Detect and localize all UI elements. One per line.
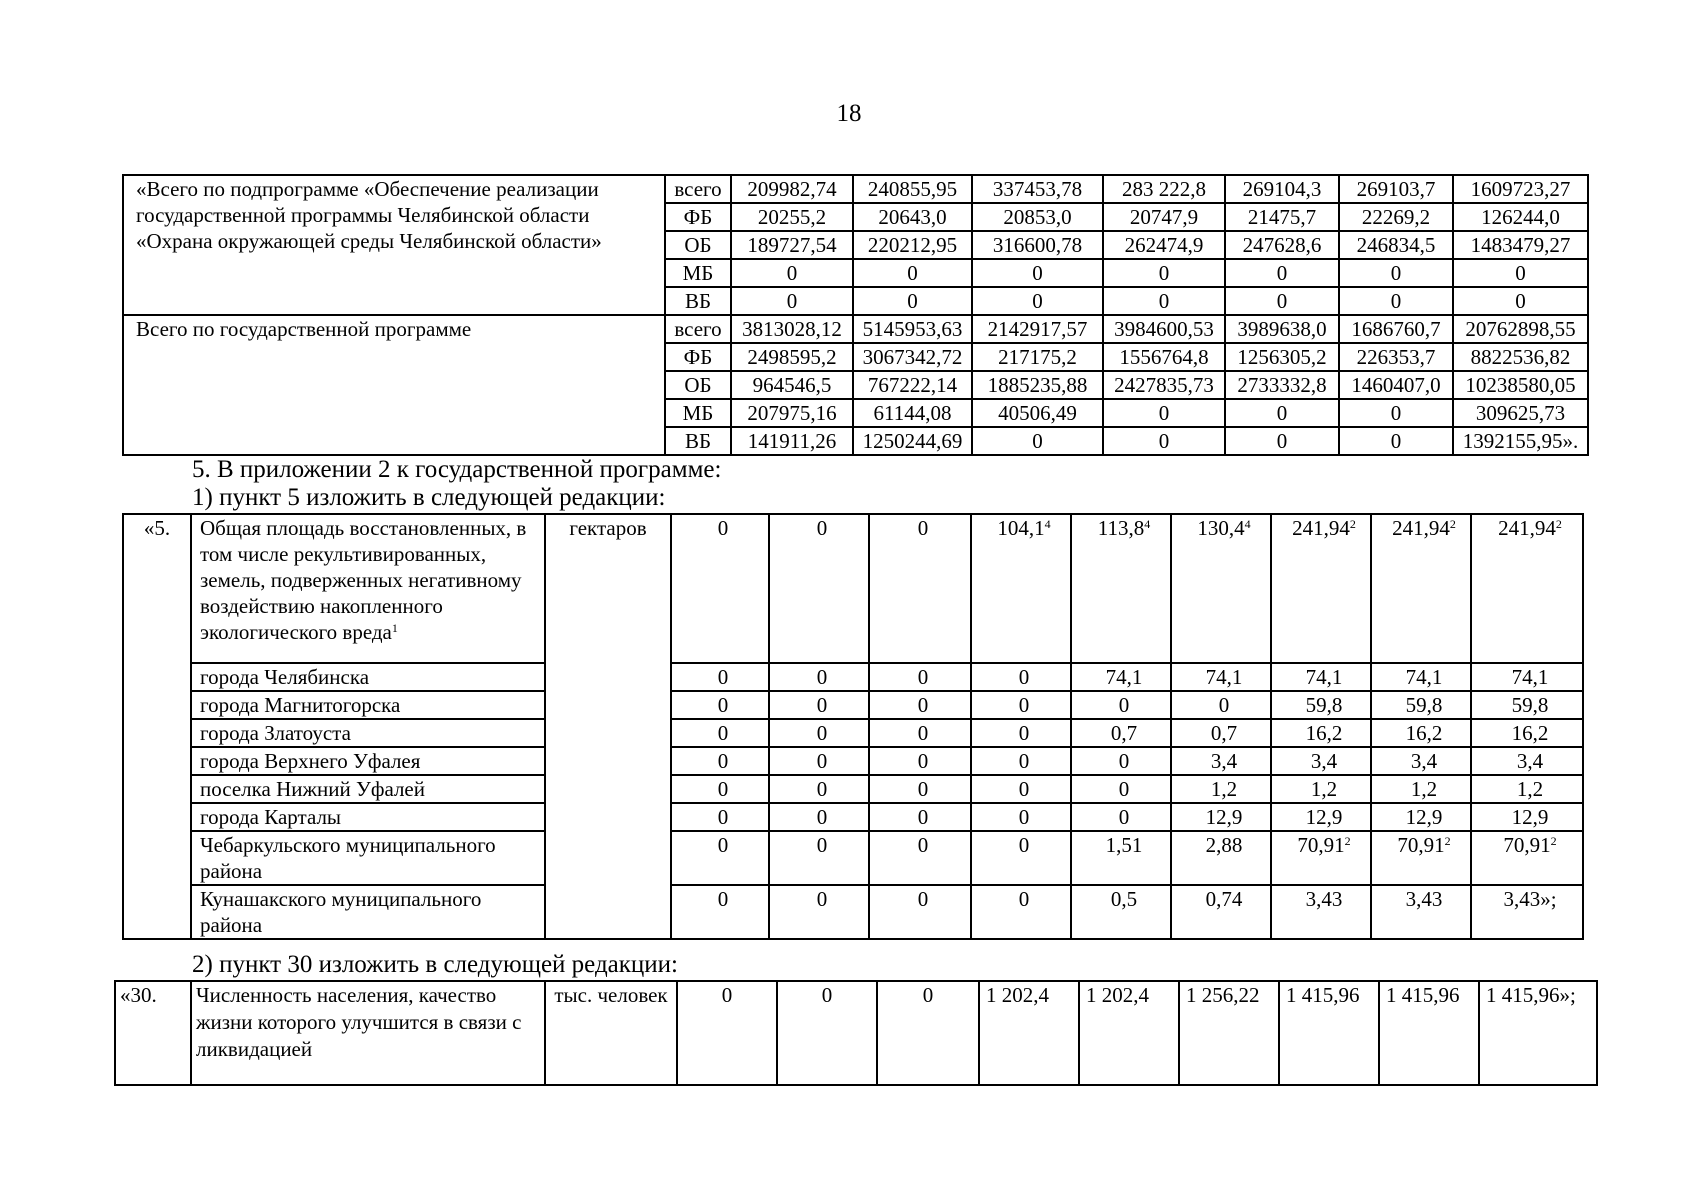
territory-value (769, 691, 869, 719)
territory-value-value: 2,88 (1205, 833, 1243, 857)
territory-value-value: 70,91 (1397, 833, 1445, 857)
funding-value: 20747,9 (1103, 203, 1225, 231)
indicator-value (1471, 514, 1583, 663)
territory-value-value: 3,4 (1410, 749, 1438, 773)
funding-value: 8822536,82 (1453, 343, 1588, 371)
territory-value (1171, 885, 1271, 939)
territory-value-value: 0 (1118, 693, 1130, 717)
territory-value-value: 16,2 (1305, 721, 1343, 745)
funding-value: 262474,9 (1103, 231, 1225, 259)
territory-value-value: 0 (917, 777, 929, 801)
territory-value (671, 691, 769, 719)
territory-value-value: 12,9 (1405, 805, 1443, 829)
territory-row (123, 747, 1583, 775)
territory-value-value: 1,51 (1105, 833, 1143, 857)
territory-value (869, 691, 971, 719)
funding-value: 2142917,57 (972, 315, 1103, 343)
indicator-value-footnote: 2 (1449, 517, 1456, 531)
territory-value-value: 0 (1018, 887, 1030, 911)
funding-value: 1556764,8 (1103, 343, 1225, 371)
funding-value: 0 (1103, 259, 1225, 287)
territory-value (1071, 747, 1171, 775)
item-1-heading: 1) пункт 5 изложить в следующей редакции: (192, 484, 666, 511)
funding-value: 0 (1103, 287, 1225, 315)
territory-value-value: 0 (717, 749, 729, 773)
territory-value (971, 719, 1071, 747)
indicator-value (971, 514, 1071, 663)
territory-value-value: 0 (917, 805, 929, 829)
funding-value: 283 222,8 (1103, 175, 1225, 203)
funding-value: 1609723,27 (1453, 175, 1588, 203)
funding-value: 269104,3 (1225, 175, 1339, 203)
indicator-30-value: 1 415,96 (1279, 981, 1379, 1085)
indicator-value-value: 0 (917, 516, 929, 540)
territory-row (123, 831, 1583, 885)
territory-value-value: 1,2 (1516, 777, 1544, 801)
funding-value: 1460407,0 (1339, 371, 1453, 399)
territory-value-value: 70,91 (1503, 833, 1551, 857)
territory-value (869, 775, 971, 803)
territory-value-value: 0 (717, 805, 729, 829)
territory-value (1271, 719, 1371, 747)
territory-value (971, 691, 1071, 719)
funding-source-code: ФБ (665, 203, 731, 231)
territory-value-value: 12,9 (1205, 805, 1243, 829)
indicator-value (1171, 514, 1271, 663)
indicator-name-footnote: 1 (391, 621, 398, 635)
funding-source-code: ОБ (665, 371, 731, 399)
territory-value (1071, 663, 1171, 691)
funding-value: 226353,7 (1339, 343, 1453, 371)
funding-value: 20255,2 (731, 203, 853, 231)
funding-group-label: «Всего по подпрограмме «Обеспечение реализации государственной программы Челябинской области «Охрана окружающей среды Челябинской области» (123, 175, 665, 315)
territory-value-value: 12,9 (1511, 805, 1549, 829)
indicator-30-table (114, 980, 1598, 1086)
territory-value (869, 719, 971, 747)
funding-value: 2733332,8 (1225, 371, 1339, 399)
territory-value-value: 0 (816, 805, 828, 829)
funding-value: 0 (972, 287, 1103, 315)
territory-value-value: 0,7 (1110, 721, 1138, 745)
funding-value: 20853,0 (972, 203, 1103, 231)
territory-value-value: 0 (1018, 665, 1030, 689)
funding-value: 10238580,05 (1453, 371, 1588, 399)
territory-value (1371, 719, 1471, 747)
territory-value-value: 0 (816, 721, 828, 745)
territory-value (1471, 663, 1583, 691)
territory-value-value: 70,91 (1297, 833, 1345, 857)
indicator-value-footnote: 4 (1244, 517, 1251, 531)
territory-value-value: 3,43 (1305, 887, 1343, 911)
territory-value (1071, 691, 1171, 719)
territory-value-value: 0 (1118, 805, 1130, 829)
territory-value-value: 0 (1018, 805, 1030, 829)
territory-value (971, 775, 1071, 803)
indicator-unit: гектаров (545, 514, 671, 939)
indicator-value-value: 0 (717, 516, 729, 540)
funding-row (123, 175, 1588, 203)
indicator-value-value: 130,4 (1197, 516, 1245, 540)
indicator-30-row (115, 981, 1597, 1085)
funding-value: 20762898,55 (1453, 315, 1588, 343)
territory-value (1171, 691, 1271, 719)
funding-source-code: ФБ (665, 343, 731, 371)
territory-value-value: 0 (816, 665, 828, 689)
funding-value: 21475,7 (1225, 203, 1339, 231)
funding-value: 0 (1339, 427, 1453, 455)
territory-value-value: 3,4 (1310, 749, 1338, 773)
territory-value-value: 0 (717, 887, 729, 911)
funding-value: 247628,6 (1225, 231, 1339, 259)
indicator-value-value: 0 (816, 516, 828, 540)
territory-value (769, 663, 869, 691)
territory-value (671, 775, 769, 803)
indicator-value (671, 514, 769, 663)
territory-row (123, 775, 1583, 803)
territory-value (1371, 691, 1471, 719)
territory-value (1171, 719, 1271, 747)
funding-value: 189727,54 (731, 231, 853, 259)
funding-value: 0 (972, 427, 1103, 455)
funding-value: 2498595,2 (731, 343, 853, 371)
indicator-30-unit: тыс. человек (545, 981, 677, 1085)
funding-value: 141911,26 (731, 427, 853, 455)
funding-source-code: всего (665, 315, 731, 343)
territory-value-value: 0 (1018, 777, 1030, 801)
territory-value-value: 0 (717, 721, 729, 745)
funding-value: 22269,2 (1339, 203, 1453, 231)
funding-value: 0 (853, 287, 972, 315)
territory-value (1271, 831, 1371, 885)
territory-value (671, 831, 769, 885)
funding-value: 767222,14 (853, 371, 972, 399)
section-5-heading: 5. В приложении 2 к государственной программе: (192, 456, 722, 483)
funding-value: 217175,2 (972, 343, 1103, 371)
item-2-heading: 2) пункт 30 изложить в следующей редакции: (192, 951, 678, 978)
funding-value: 126244,0 (1453, 203, 1588, 231)
indicator-value-value: 241,94 (1392, 516, 1450, 540)
funding-value: 309625,73 (1453, 399, 1588, 427)
funding-value: 3067342,72 (853, 343, 972, 371)
territory-value (1171, 831, 1271, 885)
territory-value-value: 3,4 (1516, 749, 1544, 773)
indicator-value-footnote: 2 (1349, 517, 1356, 531)
territory-value (1071, 885, 1171, 939)
indicator-30-value: 1 415,96»; (1479, 981, 1597, 1085)
territory-value-value: 16,2 (1405, 721, 1443, 745)
territory-name: Чебаркульского муниципального района (191, 831, 545, 885)
territory-value (1371, 747, 1471, 775)
funding-value: 0 (1339, 259, 1453, 287)
funding-value: 2427835,73 (1103, 371, 1225, 399)
territory-value-value: 0 (1018, 833, 1030, 857)
territory-value-value: 1,2 (1210, 777, 1238, 801)
indicator-30-value: 0 (777, 981, 877, 1085)
territory-value-value: 0 (816, 749, 828, 773)
territory-value (869, 747, 971, 775)
indicator-30-value: 1 202,4 (1079, 981, 1179, 1085)
territory-value-value: 0 (717, 665, 729, 689)
indicator-30-number: «30. (115, 981, 191, 1085)
funding-value: 337453,78 (972, 175, 1103, 203)
territory-name: города Златоуста (191, 719, 545, 747)
funding-value: 1483479,27 (1453, 231, 1588, 259)
funding-value: 0 (972, 259, 1103, 287)
territory-value (1171, 663, 1271, 691)
territory-name: Кунашакского муниципального района (191, 885, 545, 939)
territory-value-value: 74,1 (1305, 665, 1343, 689)
territory-value (1071, 719, 1171, 747)
indicator-number: «5. (123, 514, 191, 939)
funding-source-code: ВБ (665, 427, 731, 455)
funding-value: 220212,95 (853, 231, 972, 259)
territory-value (1271, 691, 1371, 719)
funding-value: 61144,08 (853, 399, 972, 427)
funding-value: 269103,7 (1339, 175, 1453, 203)
territory-value-value: 0 (816, 777, 828, 801)
territory-value (671, 663, 769, 691)
indicator-value-footnote: 2 (1555, 517, 1562, 531)
territory-value (1471, 831, 1583, 885)
territory-row (123, 691, 1583, 719)
funding-source-code: МБ (665, 259, 731, 287)
indicator-value-value: 104,1 (997, 516, 1045, 540)
territory-value-footnote: 2 (1550, 834, 1557, 848)
territory-value-value: 0 (816, 693, 828, 717)
territory-value (1271, 663, 1371, 691)
territory-value-value: 3,43»; (1503, 887, 1557, 911)
territory-value (869, 885, 971, 939)
territory-value (1171, 747, 1271, 775)
funding-value: 20643,0 (853, 203, 972, 231)
territory-value (1271, 747, 1371, 775)
territory-value-value: 1,2 (1410, 777, 1438, 801)
territory-value-value: 3,4 (1210, 749, 1238, 773)
funding-table (122, 174, 1589, 456)
funding-value: 240855,95 (853, 175, 972, 203)
territory-row (123, 663, 1583, 691)
territory-value (869, 663, 971, 691)
funding-value: 3813028,12 (731, 315, 853, 343)
funding-value: 0 (731, 287, 853, 315)
indicator-value-footnote: 4 (1144, 517, 1151, 531)
territory-value-value: 0 (917, 665, 929, 689)
territory-value (1071, 775, 1171, 803)
funding-source-code: ВБ (665, 287, 731, 315)
indicator-30-value: 0 (677, 981, 777, 1085)
funding-value: 0 (1339, 399, 1453, 427)
funding-value: 0 (1453, 259, 1588, 287)
funding-value: 0 (731, 259, 853, 287)
territory-value (1271, 885, 1371, 939)
territory-value-value: 74,1 (1105, 665, 1143, 689)
funding-row (123, 315, 1588, 343)
indicator-5-table (122, 513, 1584, 940)
indicator-value-value: 241,94 (1292, 516, 1350, 540)
territory-value-value: 59,8 (1405, 693, 1443, 717)
territory-value-value: 59,8 (1305, 693, 1343, 717)
territory-value (1471, 747, 1583, 775)
funding-value: 5145953,63 (853, 315, 972, 343)
territory-value (769, 885, 869, 939)
territory-value (769, 775, 869, 803)
funding-source-code: ОБ (665, 231, 731, 259)
territory-value (1471, 719, 1583, 747)
funding-value: 0 (1225, 287, 1339, 315)
territory-value (971, 831, 1071, 885)
funding-value: 0 (1225, 259, 1339, 287)
territory-value (1171, 803, 1271, 831)
territory-row (123, 885, 1583, 939)
territory-row (123, 803, 1583, 831)
territory-value (1271, 803, 1371, 831)
funding-value: 207975,16 (731, 399, 853, 427)
funding-value: 0 (1453, 287, 1588, 315)
funding-value: 3989638,0 (1225, 315, 1339, 343)
funding-value: 1250244,69 (853, 427, 972, 455)
funding-value: 3984600,53 (1103, 315, 1225, 343)
territory-value (769, 831, 869, 885)
indicator-30-value: 0 (877, 981, 979, 1085)
territory-value (869, 803, 971, 831)
territory-value-value: 0 (917, 749, 929, 773)
page-number: 18 (836, 100, 862, 127)
funding-value: 1686760,7 (1339, 315, 1453, 343)
indicator-30-name: Численность населения, качество жизни которого улучшится в связи с ликвидацией (191, 981, 545, 1085)
territory-value-value: 0 (1118, 749, 1130, 773)
territory-value (1371, 831, 1471, 885)
territory-value-value: 0 (1218, 693, 1230, 717)
territory-name: города Челябинска (191, 663, 545, 691)
funding-value: 40506,49 (972, 399, 1103, 427)
funding-value: 0 (1103, 399, 1225, 427)
territory-name: города Верхнего Уфалея (191, 747, 545, 775)
territory-value-value: 0 (1118, 777, 1130, 801)
territory-value (1371, 885, 1471, 939)
funding-value: 0 (1225, 399, 1339, 427)
territory-value (1171, 775, 1271, 803)
indicator-value (769, 514, 869, 663)
indicator-30-value: 1 256,22 (1179, 981, 1279, 1085)
territory-value-value: 0 (1018, 721, 1030, 745)
funding-value: 0 (1225, 427, 1339, 455)
territory-value-footnote: 2 (1444, 834, 1451, 848)
territory-value (1371, 663, 1471, 691)
territory-value (869, 831, 971, 885)
territory-value (769, 747, 869, 775)
funding-value: 316600,78 (972, 231, 1103, 259)
territory-value-value: 59,8 (1511, 693, 1549, 717)
territory-name: поселка Нижний Уфалей (191, 775, 545, 803)
territory-value-value: 74,1 (1205, 665, 1243, 689)
territory-value-value: 74,1 (1405, 665, 1443, 689)
territory-value (971, 663, 1071, 691)
funding-value: 964546,5 (731, 371, 853, 399)
territory-value (671, 885, 769, 939)
territory-value (671, 719, 769, 747)
territory-value (1071, 831, 1171, 885)
funding-value: 246834,5 (1339, 231, 1453, 259)
territory-value-value: 0 (1018, 749, 1030, 773)
territory-value (769, 803, 869, 831)
indicator-name-text: Общая площадь восстановленных, в том числе рекультивированных, земель, подверженных негативному воздействию накопленного экологического вреда (200, 516, 527, 644)
territory-value (1471, 803, 1583, 831)
territory-value-value: 0,74 (1205, 887, 1243, 911)
territory-value (1471, 691, 1583, 719)
territory-value-value: 0,7 (1210, 721, 1238, 745)
territory-value-value: 1,2 (1310, 777, 1338, 801)
territory-value (1371, 803, 1471, 831)
indicator-30-value: 1 202,4 (979, 981, 1079, 1085)
funding-value: 0 (1103, 427, 1225, 455)
indicator-main-row (123, 514, 1583, 663)
territory-value (971, 885, 1071, 939)
territory-value-value: 0 (717, 833, 729, 857)
territory-row (123, 719, 1583, 747)
territory-value-value: 0 (917, 833, 929, 857)
funding-value: 209982,74 (731, 175, 853, 203)
territory-value-value: 0 (917, 721, 929, 745)
territory-value (1071, 803, 1171, 831)
territory-value-value: 12,9 (1305, 805, 1343, 829)
territory-value (971, 747, 1071, 775)
funding-source-code: МБ (665, 399, 731, 427)
indicator-30-value: 1 415,96 (1379, 981, 1479, 1085)
indicator-value-value: 113,8 (1097, 516, 1145, 540)
territory-value (1371, 775, 1471, 803)
indicator-value-footnote: 4 (1044, 517, 1051, 531)
territory-value-value: 0 (717, 693, 729, 717)
indicator-value (869, 514, 971, 663)
funding-value: 1256305,2 (1225, 343, 1339, 371)
territory-value-value: 0 (917, 693, 929, 717)
funding-source-code: всего (665, 175, 731, 203)
funding-value: 0 (1339, 287, 1453, 315)
indicator-value (1071, 514, 1171, 663)
territory-value-value: 0 (816, 833, 828, 857)
territory-value-value: 3,43 (1405, 887, 1443, 911)
territory-value-value: 74,1 (1511, 665, 1549, 689)
territory-value-value: 0 (816, 887, 828, 911)
indicator-value (1271, 514, 1371, 663)
territory-value (671, 747, 769, 775)
territory-value-value: 0 (717, 777, 729, 801)
funding-value: 0 (853, 259, 972, 287)
territory-value (1271, 775, 1371, 803)
territory-value-value: 0,5 (1110, 887, 1138, 911)
territory-value (1471, 775, 1583, 803)
indicator-value (1371, 514, 1471, 663)
funding-value: 1392155,95». (1453, 427, 1588, 455)
territory-value (1471, 885, 1583, 939)
territory-name: города Карталы (191, 803, 545, 831)
territory-value-value: 16,2 (1511, 721, 1549, 745)
indicator-value-value: 241,94 (1498, 516, 1556, 540)
territory-value (971, 803, 1071, 831)
indicator-name (191, 514, 545, 663)
funding-value: 1885235,88 (972, 371, 1103, 399)
territory-name: города Магнитогорска (191, 691, 545, 719)
territory-value (769, 719, 869, 747)
territory-value-footnote: 2 (1344, 834, 1351, 848)
funding-group-label: Всего по государственной программе (123, 315, 665, 455)
territory-value-value: 0 (917, 887, 929, 911)
territory-value-value: 0 (1018, 693, 1030, 717)
territory-value (671, 803, 769, 831)
